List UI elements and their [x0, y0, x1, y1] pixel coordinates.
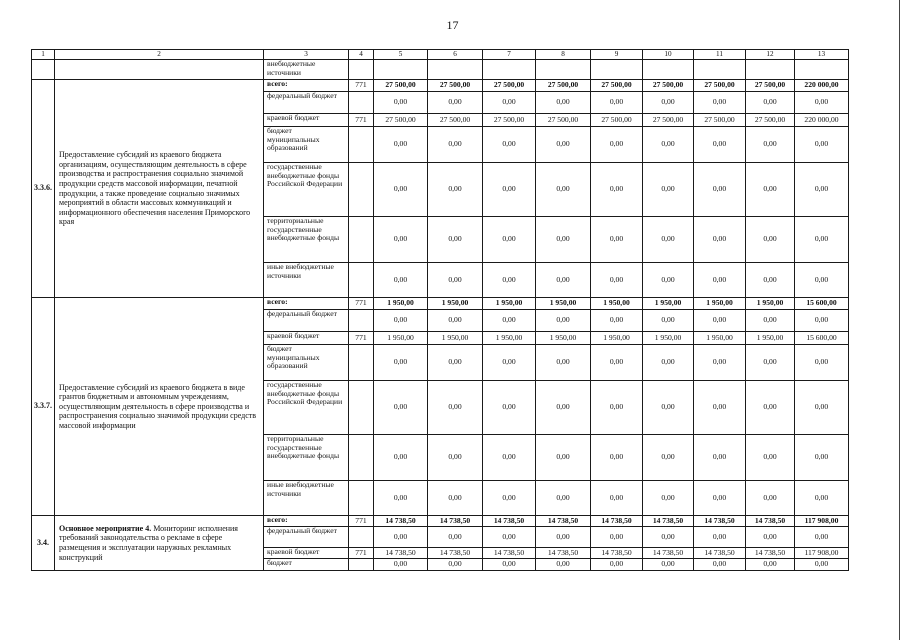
value-cell: 27 500,00	[643, 80, 694, 92]
value-cell: 0,00	[483, 435, 536, 481]
value-cell: 0,00	[643, 559, 694, 571]
value-cell: 0,00	[483, 345, 536, 381]
funding-source-cell: бюджет	[264, 559, 349, 571]
value-cell: 14 738,50	[591, 548, 643, 559]
code-cell	[349, 527, 374, 548]
funding-source-cell: бюджет муниципальных образований	[264, 345, 349, 381]
value-cell: 1 950,00	[591, 332, 643, 345]
value-cell: 14 738,50	[536, 548, 591, 559]
value-cell: 15 600,00	[795, 298, 849, 310]
value-cell	[349, 60, 374, 80]
value-cell: 0,00	[746, 263, 795, 298]
value-cell: 0,00	[483, 527, 536, 548]
value-cell: 0,00	[795, 435, 849, 481]
value-cell: 1 950,00	[374, 332, 428, 345]
value-cell: 14 738,50	[483, 548, 536, 559]
funding-source-cell: территориальные государственные внебюджетные фонды	[264, 217, 349, 263]
value-cell: 14 738,50	[591, 516, 643, 527]
value-cell: 0,00	[694, 310, 746, 332]
value-cell: 1 950,00	[643, 332, 694, 345]
table-row	[32, 298, 849, 310]
value-cell: 27 500,00	[643, 114, 694, 127]
funding-source-cell: внебюджетные источники	[264, 60, 349, 80]
value-cell: 0,00	[746, 163, 795, 217]
value-cell: 0,00	[643, 263, 694, 298]
value-cell: 0,00	[374, 381, 428, 435]
funding-source-cell: всего:	[264, 80, 349, 92]
value-cell: 1 950,00	[428, 332, 483, 345]
value-cell: 14 738,50	[374, 516, 428, 527]
value-cell: 0,00	[536, 527, 591, 548]
code-cell: 771	[349, 332, 374, 345]
description-cell	[55, 298, 264, 516]
funding-source-cell: федеральный бюджет	[264, 92, 349, 114]
value-cell: 0,00	[643, 163, 694, 217]
code-cell	[349, 217, 374, 263]
value-cell: 0,00	[483, 127, 536, 163]
code-cell: 771	[349, 548, 374, 559]
value-cell: 14 738,50	[746, 516, 795, 527]
value-cell: 0,00	[591, 263, 643, 298]
column-header: 10	[643, 50, 694, 60]
value-cell: 0,00	[483, 217, 536, 263]
value-cell: 1 950,00	[374, 298, 428, 310]
value-cell: 1 950,00	[591, 298, 643, 310]
code-cell: 771	[349, 80, 374, 92]
page-number: 17	[446, 18, 459, 32]
value-cell: 0,00	[536, 435, 591, 481]
value-cell: 0,00	[483, 163, 536, 217]
value-cell: 0,00	[643, 345, 694, 381]
value-cell: 1 950,00	[536, 298, 591, 310]
value-cell: 0,00	[483, 263, 536, 298]
value-cell: 27 500,00	[591, 80, 643, 92]
value-cell	[483, 60, 536, 80]
value-cell: 0,00	[746, 435, 795, 481]
value-cell: 0,00	[795, 310, 849, 332]
value-cell: 0,00	[694, 345, 746, 381]
value-cell: 0,00	[483, 381, 536, 435]
column-header: 1	[32, 50, 55, 60]
value-cell: 0,00	[795, 217, 849, 263]
table-row	[32, 80, 849, 92]
item-number-cell: 3.4.	[32, 516, 55, 571]
column-header: 2	[55, 50, 264, 60]
code-cell	[349, 381, 374, 435]
funding-source-cell: всего:	[264, 516, 349, 527]
value-cell: 0,00	[694, 435, 746, 481]
value-cell: 117 908,00	[795, 548, 849, 559]
value-cell: 0,00	[591, 345, 643, 381]
value-cell: 0,00	[694, 527, 746, 548]
value-cell: 0,00	[795, 345, 849, 381]
value-cell: 0,00	[536, 310, 591, 332]
value-cell: 0,00	[591, 481, 643, 516]
value-cell: 0,00	[483, 310, 536, 332]
column-header: 4	[349, 50, 374, 60]
value-cell: 1 950,00	[536, 332, 591, 345]
description-cell	[55, 60, 264, 80]
value-cell: 0,00	[536, 481, 591, 516]
value-cell: 14 738,50	[428, 548, 483, 559]
value-cell: 0,00	[795, 481, 849, 516]
description-text: Предоставление субсидий из краевого бюджета в виде грантов бюджетным и автономным учреждениям, осуществляющим деятельность в сфере производства и распространения социально значимой продукции средств массовой информации	[59, 382, 257, 430]
value-cell: 27 500,00	[374, 114, 428, 127]
value-cell: 0,00	[428, 127, 483, 163]
item-number-cell: 3.3.7.	[32, 298, 55, 516]
value-cell: 0,00	[795, 92, 849, 114]
value-cell: 0,00	[795, 127, 849, 163]
column-header: 6	[428, 50, 483, 60]
value-cell: 1 950,00	[746, 332, 795, 345]
value-cell: 0,00	[795, 559, 849, 571]
value-cell: 0,00	[694, 381, 746, 435]
description-text: Предоставление субсидий из краевого бюджета организациям, осуществляющим деятельность в сфере производства и распространения социально значимой продукции средств массовой информации, печатной продукции, а также проведение социально значимых мероприятий в области массовых коммуникаций и информационного обеспечения населения Приморского края	[59, 150, 251, 227]
funding-source-cell: территориальные государственные внебюджетные фонды	[264, 435, 349, 481]
value-cell: 117 908,00	[795, 516, 849, 527]
value-cell: 27 500,00	[694, 80, 746, 92]
value-cell: 27 500,00	[483, 80, 536, 92]
value-cell: 0,00	[428, 310, 483, 332]
value-cell: 14 738,50	[483, 516, 536, 527]
value-cell: 27 500,00	[746, 80, 795, 92]
value-cell: 0,00	[591, 527, 643, 548]
value-cell: 0,00	[428, 527, 483, 548]
column-header: 12	[746, 50, 795, 60]
column-header: 9	[591, 50, 643, 60]
value-cell: 0,00	[374, 435, 428, 481]
value-cell: 27 500,00	[536, 114, 591, 127]
value-cell: 0,00	[746, 217, 795, 263]
value-cell: 220 000,00	[795, 114, 849, 127]
value-cell: 220 000,00	[795, 80, 849, 92]
value-cell: 0,00	[536, 381, 591, 435]
value-cell: 0,00	[746, 381, 795, 435]
value-cell: 0,00	[643, 527, 694, 548]
value-cell: 0,00	[643, 481, 694, 516]
value-cell: 0,00	[795, 163, 849, 217]
table-row	[32, 60, 849, 80]
value-cell: 27 500,00	[428, 114, 483, 127]
value-cell: 0,00	[591, 163, 643, 217]
value-cell: 14 738,50	[374, 548, 428, 559]
value-cell: 0,00	[694, 92, 746, 114]
value-cell: 0,00	[428, 559, 483, 571]
value-cell: 0,00	[746, 559, 795, 571]
value-cell: 0,00	[643, 127, 694, 163]
value-cell: 0,00	[428, 481, 483, 516]
value-cell: 0,00	[591, 559, 643, 571]
value-cell	[536, 60, 591, 80]
value-cell	[694, 60, 746, 80]
value-cell: 0,00	[428, 381, 483, 435]
code-cell: 771	[349, 516, 374, 527]
value-cell: 0,00	[374, 127, 428, 163]
value-cell: 0,00	[428, 345, 483, 381]
value-cell: 0,00	[374, 527, 428, 548]
value-cell: 0,00	[374, 92, 428, 114]
value-cell: 0,00	[591, 310, 643, 332]
value-cell: 0,00	[374, 263, 428, 298]
funding-source-cell: иные внебюджетные источники	[264, 263, 349, 298]
value-cell: 14 738,50	[746, 548, 795, 559]
value-cell: 14 738,50	[428, 516, 483, 527]
value-cell: 27 500,00	[536, 80, 591, 92]
column-header-row	[32, 50, 849, 60]
value-cell	[746, 60, 795, 80]
value-cell: 27 500,00	[428, 80, 483, 92]
page-edge-line	[899, 0, 900, 640]
column-header: 7	[483, 50, 536, 60]
value-cell: 0,00	[694, 163, 746, 217]
value-cell: 0,00	[795, 263, 849, 298]
value-cell: 1 950,00	[746, 298, 795, 310]
value-cell	[374, 60, 428, 80]
value-cell: 0,00	[795, 527, 849, 548]
value-cell: 0,00	[746, 92, 795, 114]
value-cell: 0,00	[591, 217, 643, 263]
value-cell: 0,00	[694, 217, 746, 263]
value-cell: 27 500,00	[591, 114, 643, 127]
funding-source-cell: краевой бюджет	[264, 332, 349, 345]
value-cell: 0,00	[536, 559, 591, 571]
value-cell: 1 950,00	[694, 332, 746, 345]
value-cell: 14 738,50	[694, 548, 746, 559]
value-cell: 14 738,50	[694, 516, 746, 527]
value-cell: 0,00	[746, 481, 795, 516]
column-header: 11	[694, 50, 746, 60]
column-header: 13	[795, 50, 849, 60]
value-cell: 0,00	[643, 381, 694, 435]
code-cell	[349, 310, 374, 332]
value-cell	[428, 60, 483, 80]
value-cell: 0,00	[746, 345, 795, 381]
value-cell: 14 738,50	[536, 516, 591, 527]
value-cell: 0,00	[483, 92, 536, 114]
value-cell: 0,00	[643, 92, 694, 114]
code-cell	[349, 163, 374, 217]
item-number-cell	[32, 60, 55, 80]
value-cell: 0,00	[483, 559, 536, 571]
value-cell: 0,00	[643, 435, 694, 481]
value-cell: 0,00	[536, 263, 591, 298]
description-bold: Основное мероприятие 4.	[59, 523, 152, 533]
value-cell: 27 500,00	[746, 114, 795, 127]
value-cell	[643, 60, 694, 80]
value-cell	[795, 60, 849, 80]
value-cell: 27 500,00	[483, 114, 536, 127]
funding-source-cell: бюджет муниципальных образований	[264, 127, 349, 163]
value-cell: 0,00	[795, 381, 849, 435]
value-cell: 0,00	[591, 127, 643, 163]
value-cell: 0,00	[428, 435, 483, 481]
funding-source-cell: краевой бюджет	[264, 548, 349, 559]
value-cell: 0,00	[428, 163, 483, 217]
value-cell: 0,00	[591, 435, 643, 481]
value-cell: 0,00	[536, 217, 591, 263]
budget-table	[31, 49, 849, 571]
code-cell	[349, 127, 374, 163]
value-cell: 0,00	[374, 559, 428, 571]
column-header: 8	[536, 50, 591, 60]
value-cell: 0,00	[536, 163, 591, 217]
code-cell: 771	[349, 114, 374, 127]
funding-source-cell: иные внебюджетные источники	[264, 481, 349, 516]
code-cell: 771	[349, 298, 374, 310]
description-cell	[55, 80, 264, 298]
code-cell	[349, 435, 374, 481]
value-cell: 0,00	[374, 217, 428, 263]
value-cell: 0,00	[643, 217, 694, 263]
code-cell	[349, 559, 374, 571]
funding-source-cell: государственные внебюджетные фонды Российской Федерации	[264, 163, 349, 217]
value-cell: 1 950,00	[428, 298, 483, 310]
value-cell: 0,00	[428, 92, 483, 114]
column-header: 3	[264, 50, 349, 60]
code-cell	[349, 481, 374, 516]
item-number-cell: 3.3.6.	[32, 80, 55, 298]
value-cell: 1 950,00	[483, 332, 536, 345]
table-row	[32, 516, 849, 527]
value-cell: 0,00	[374, 310, 428, 332]
funding-source-cell: федеральный бюджет	[264, 310, 349, 332]
funding-source-cell: всего:	[264, 298, 349, 310]
value-cell: 14 738,50	[643, 516, 694, 527]
value-cell: 0,00	[428, 263, 483, 298]
code-cell	[349, 263, 374, 298]
value-cell: 27 500,00	[374, 80, 428, 92]
value-cell: 0,00	[694, 127, 746, 163]
value-cell: 0,00	[694, 481, 746, 516]
value-cell: 1 950,00	[643, 298, 694, 310]
value-cell: 0,00	[536, 127, 591, 163]
value-cell: 0,00	[483, 481, 536, 516]
description-text: Мониторинг исполнения требований законодательства о рекламе в сфере размещения и эксплуатации наружных рекламных конструкций	[59, 523, 238, 562]
value-cell: 0,00	[746, 127, 795, 163]
value-cell: 0,00	[591, 92, 643, 114]
code-cell	[349, 345, 374, 381]
funding-source-cell: государственные внебюджетные фонды Российской Федерации	[264, 381, 349, 435]
value-cell: 1 950,00	[694, 298, 746, 310]
column-header: 5	[374, 50, 428, 60]
value-cell: 0,00	[643, 310, 694, 332]
funding-source-cell: краевой бюджет	[264, 114, 349, 127]
value-cell: 1 950,00	[483, 298, 536, 310]
code-cell	[349, 92, 374, 114]
value-cell: 0,00	[428, 217, 483, 263]
value-cell: 0,00	[694, 263, 746, 298]
value-cell: 27 500,00	[694, 114, 746, 127]
value-cell: 14 738,50	[643, 548, 694, 559]
value-cell: 15 600,00	[795, 332, 849, 345]
description-cell	[55, 516, 264, 571]
value-cell: 0,00	[374, 481, 428, 516]
value-cell: 0,00	[746, 527, 795, 548]
value-cell: 0,00	[694, 559, 746, 571]
funding-source-cell: федеральный бюджет	[264, 527, 349, 548]
value-cell: 0,00	[536, 92, 591, 114]
value-cell: 0,00	[374, 163, 428, 217]
value-cell: 0,00	[746, 310, 795, 332]
value-cell	[591, 60, 643, 80]
value-cell: 0,00	[374, 345, 428, 381]
value-cell: 0,00	[536, 345, 591, 381]
value-cell: 0,00	[591, 381, 643, 435]
